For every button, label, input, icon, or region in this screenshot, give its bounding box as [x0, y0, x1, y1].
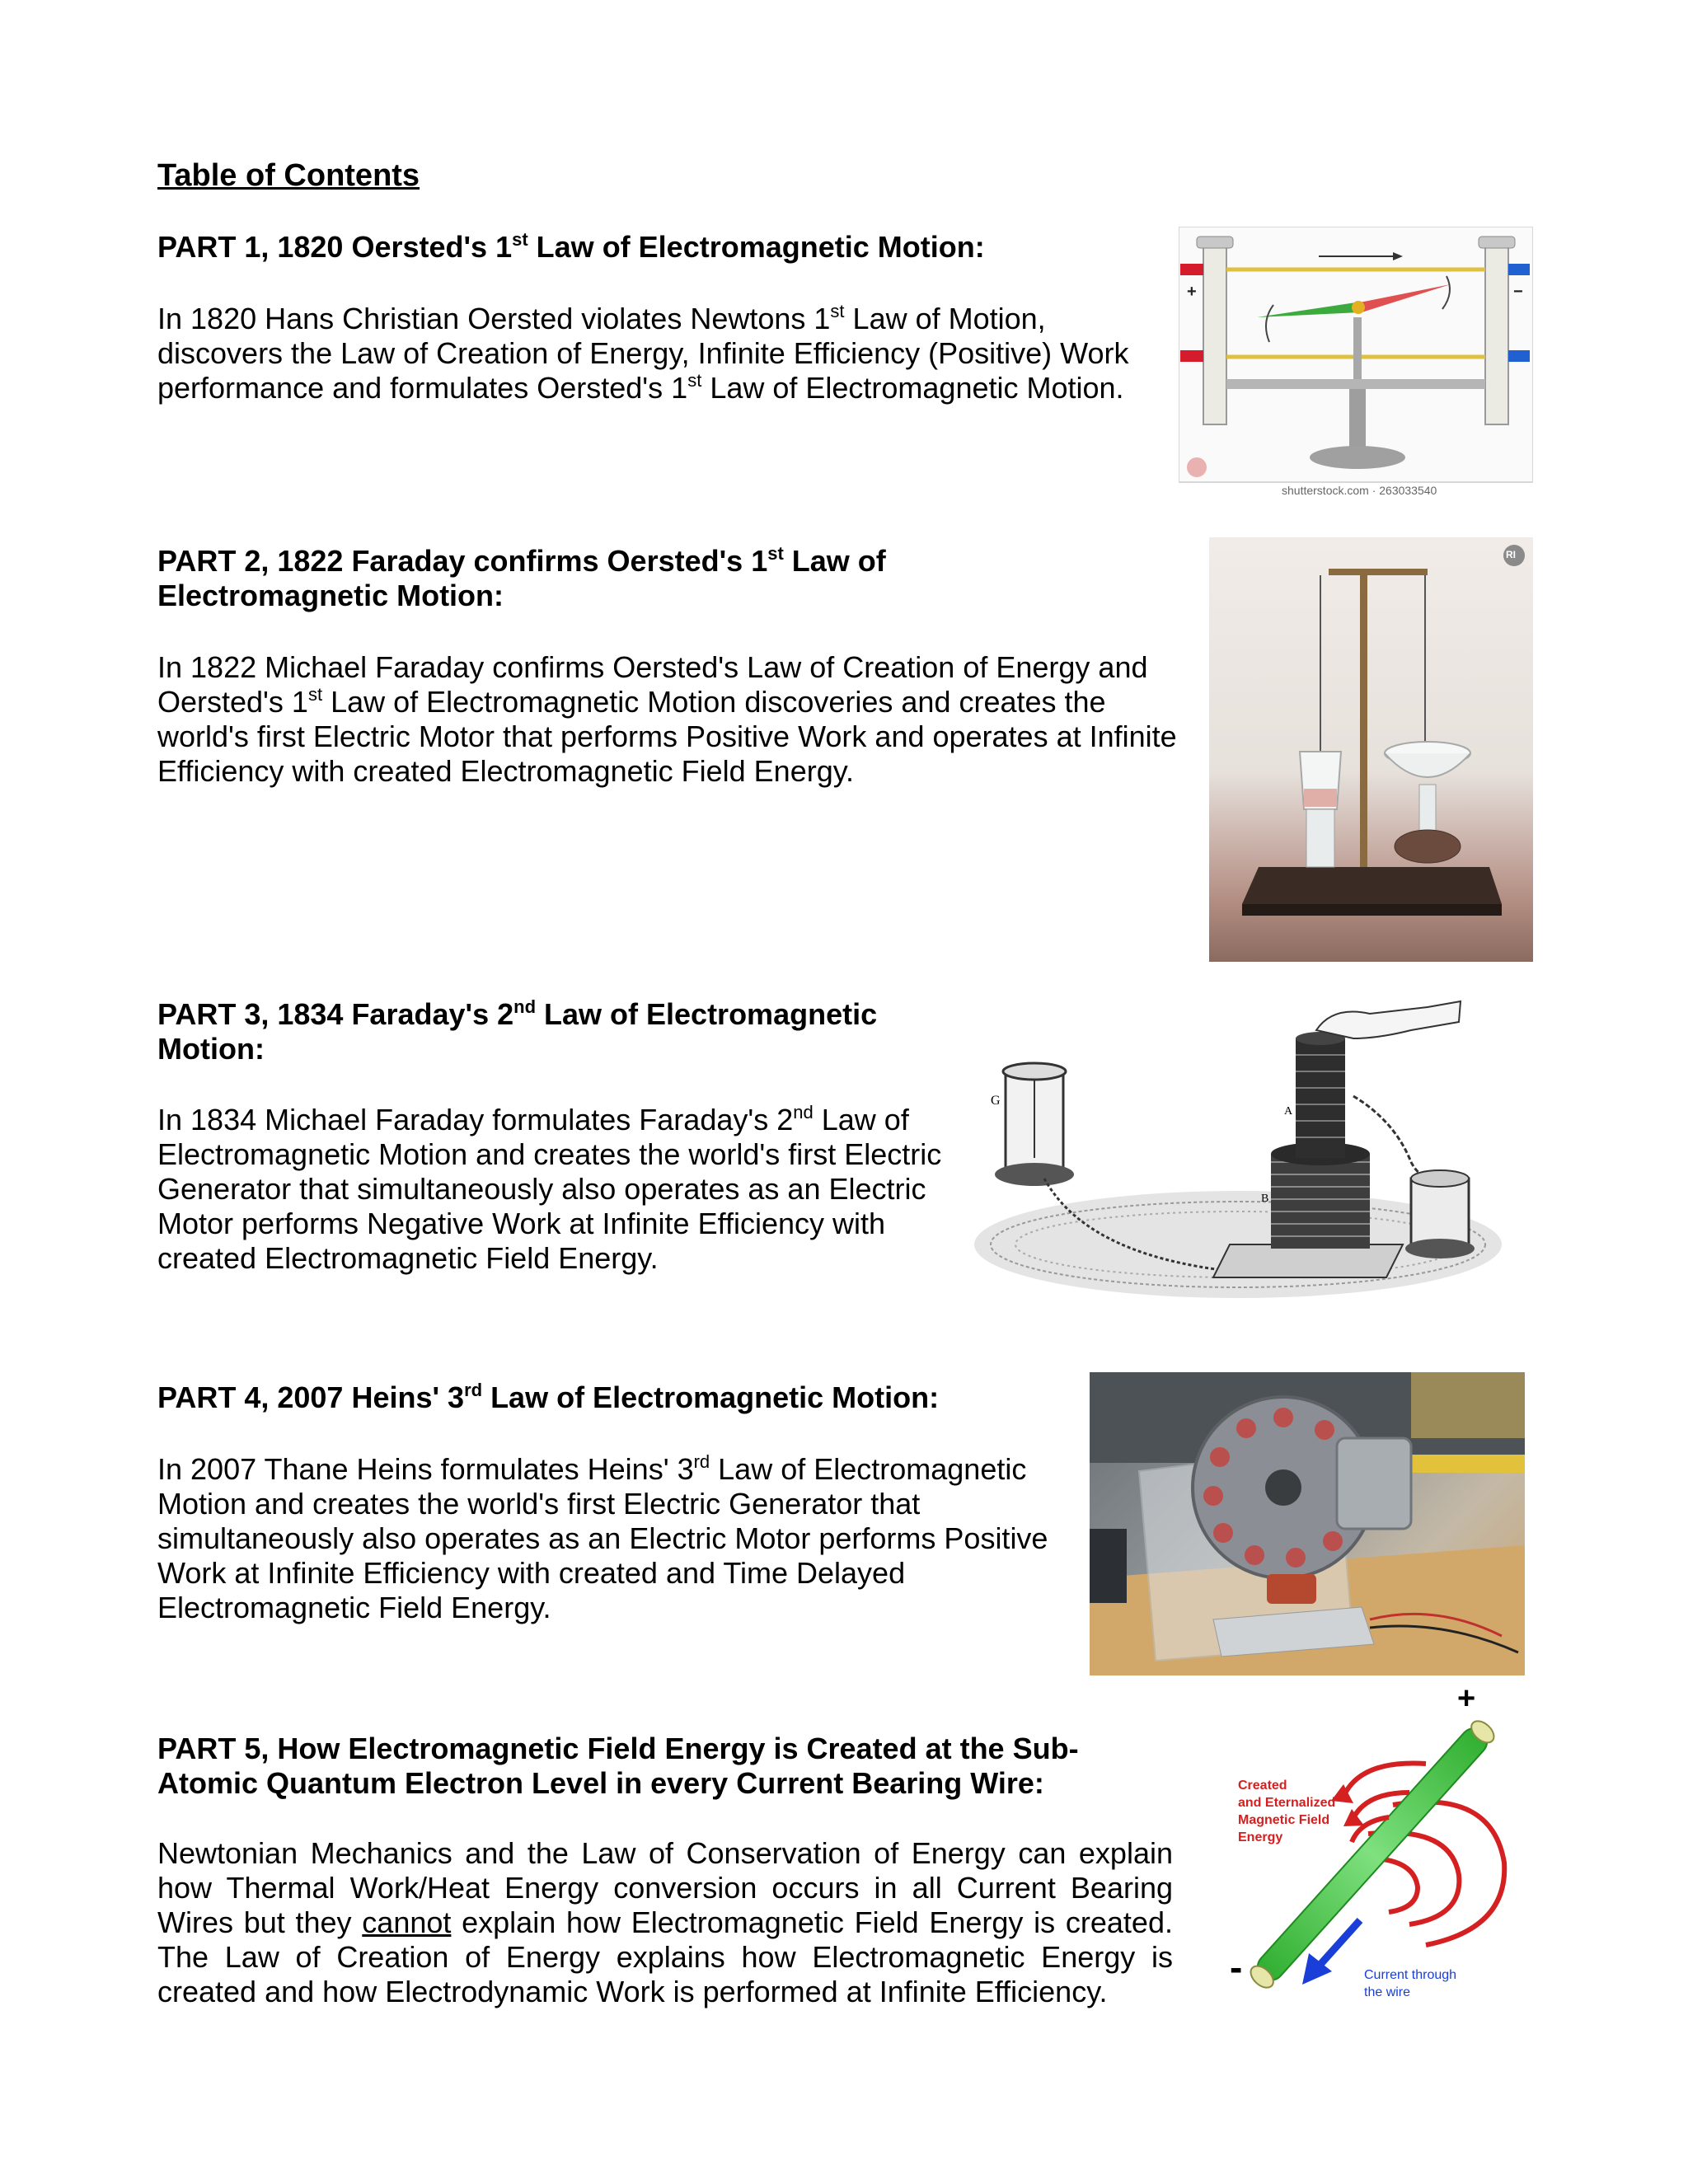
heins-generator-photo — [1090, 1372, 1525, 1675]
label-a: A — [1284, 1105, 1293, 1118]
part-4-body: In 2007 Thane Heins formulates Heins' 3rd Law of Electromagnetic Motion and creates the world's first Electric Generator that simultaneously also operates as an Electric Motor performs Positive Work at Infinite Efficiency with created and Time Delayed Electromagnetic Field Energy. — [157, 1451, 1048, 1624]
label-b: B — [1261, 1193, 1269, 1205]
negative-sign: − — [1513, 283, 1523, 301]
image-badge: RI — [1506, 549, 1516, 560]
page-title: Table of Contents — [157, 158, 420, 193]
faraday-generator-engraving — [966, 997, 1510, 1319]
part-1-body: In 1820 Hans Christian Oersted violates Newtons 1st Law of Motion, discovers the Law of Creation of Energy, Infinite Efficiency (Positive) Work performance and formulates Oersted's 1st Law of Electromagnetic Motion. — [157, 301, 1129, 405]
minus-terminal-label: - — [1230, 1946, 1243, 1989]
plus-terminal-label: + — [1457, 1681, 1476, 1716]
oersted-apparatus-image — [1179, 227, 1533, 503]
part-5-body: Newtonian Mechanics and the Law of Conservation of Energy can explain how Thermal Work/Heat Energy conversion occurs in all Current Bearing Wires but they cannot explain how Electromagnetic Field Energy is created. The Law of Creation of Energy explains how Electromagnetic Energy is created and how Electrodynamic Work is performed at Infinite Efficiency. — [157, 1836, 1173, 2008]
positive-sign: + — [1187, 283, 1197, 301]
faraday-motor-image — [1209, 537, 1533, 962]
part-3-body: In 1834 Michael Faraday formulates Faraday's 2nd Law of Electromagnetic Motion and creates the world's first Electric Generator that simultaneously also operates as an Electric Motor performs Negative Work at Infinite Efficiency with created Electromagnetic Field Energy. — [157, 1102, 942, 1275]
part-2-heading: PART 2, 1822 Faraday confirms Oersted's 1st Law of Electromagnetic Motion: — [157, 543, 886, 612]
part-3-heading: PART 3, 1834 Faraday's 2nd Law of Electromagnetic Motion: — [157, 996, 878, 1066]
part-1-heading: PART 1, 1820 Oersted's 1st Law of Electromagnetic Motion: — [157, 229, 985, 264]
wire-field-diagram — [1220, 1681, 1533, 2027]
part-5-heading: PART 5, How Electromagnetic Field Energy is Created at the Sub-Atomic Quantum Electron Level in every Current Bearing Wire: — [157, 1732, 1079, 1800]
part-4-heading: PART 4, 2007 Heins' 3rd Law of Electromagnetic Motion: — [157, 1380, 940, 1414]
current-label: Current through the wire — [1364, 1968, 1457, 1999]
shutterstock-caption: shutterstock.com · 263033540 — [1282, 484, 1437, 497]
part-2-body: In 1822 Michael Faraday confirms Oersted's Law of Creation of Energy and Oersted's 1st Law of Electromagnetic Motion discoveries and creates the world's first Electric Motor that performs Positive Work and operates at Infinite Efficiency with created Electromagnetic Field Energy. — [157, 650, 1177, 788]
label-g: G — [991, 1094, 1001, 1108]
field-energy-label: Created and Eternalized Magnetic Field Energy — [1238, 1779, 1336, 1844]
